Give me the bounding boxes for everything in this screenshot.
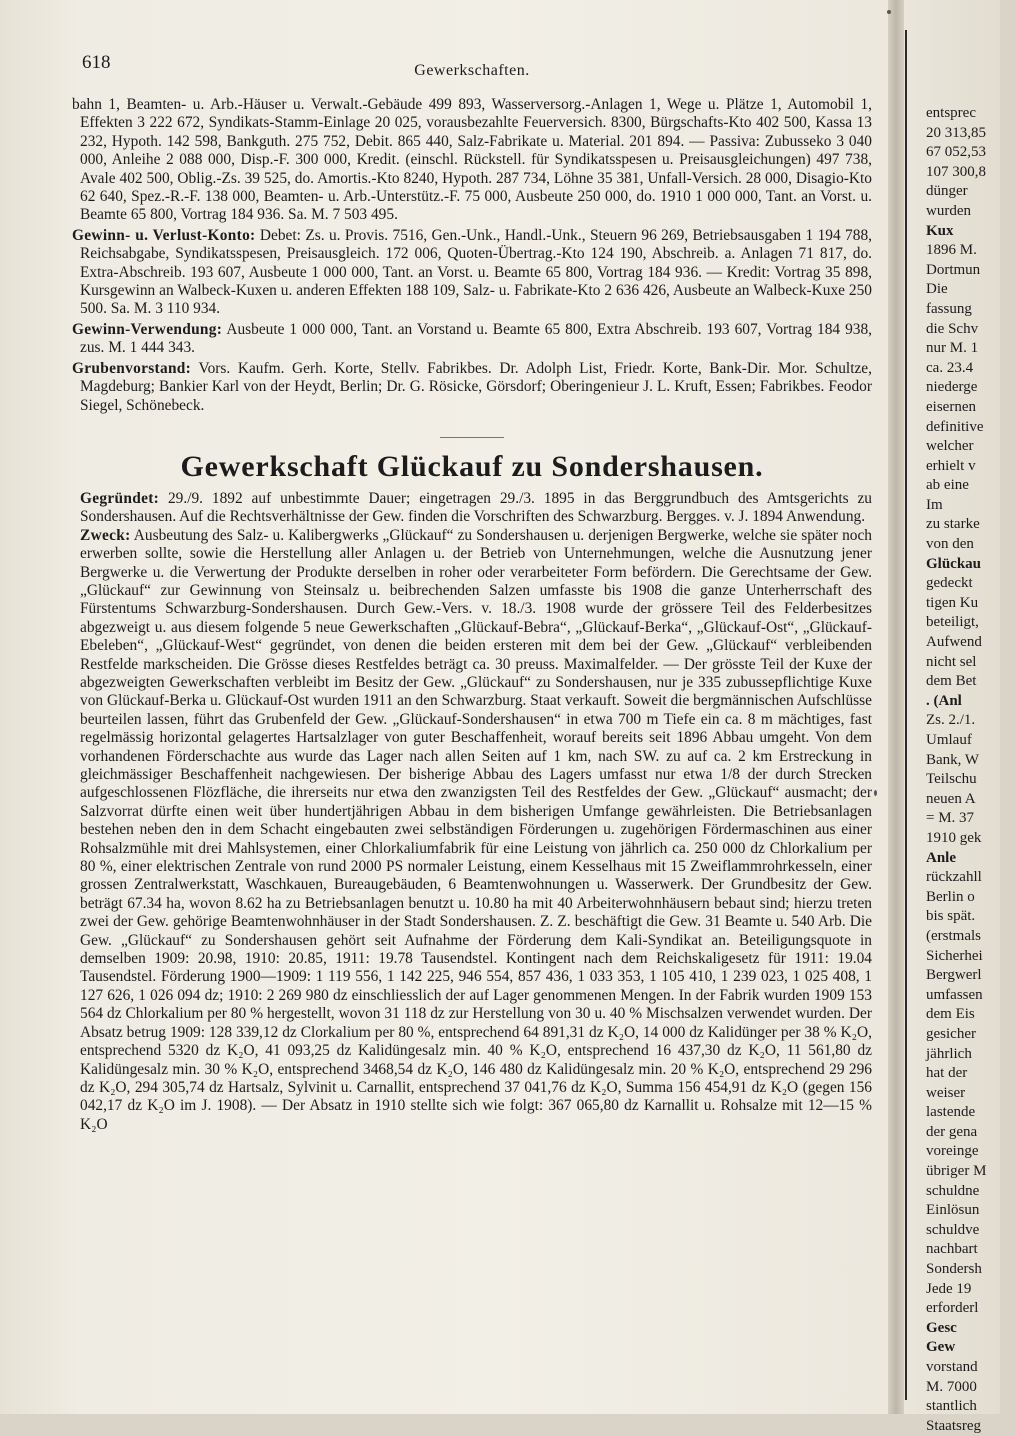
bilanz-continuation: bahn 1, Beamten- u. Arb.-Häuser u. Verwalt.-Gebäude 499 893, Wasserversorg.-Anlagen 1, Wege u. Plätze 1, Automobil 1, Effekten 3 222 672, Syndikats-Stamm-Einlage 20 025, vorausbezahlte Feuerversich. 8300, Bürgschafts-Kto 402 500, Kassa 13 232, Hypoth. 142 598, Bankguth. 275 752, Debit. 865 440, Salz-Fabrikate u. Material. 201 894. — Passiva: Zubusseko 3 040 000, Anleihe 2 088 000, Disp.-F. 300 000, Kredit. (einschl. Rückstell. für Syndikatsspesen u. Preisausgleichungen) 497 738, Avale 402 500, Oblig.-Zs. 39 525, do. Amortis.-Kto 8240, Hypoth. 287 734, Löhne 35 381, Unfall-Versich. 28 000, Disagio-Kto 62 640, Spez.-R.-F. 138 000, Beamten- u. Arb.-Unterstütz.-F. 75 000, Ausbeute 250 000, do. 1910 1 000 000, Tant. an Vorst. u. Beamte 65 800, Vortrag 184 936. Sa. M. 7 503 495. xyxy=(72,96,872,224)
adjacent-line: Gesc xyxy=(926,1319,957,1336)
page-header xyxy=(72,40,872,84)
adjacent-line: Sicherhei xyxy=(926,947,983,964)
gegruendet-text: 29./9. 1892 auf unbestimmte Dauer; eingetragen 29./3. 1895 in das Berggrundbuch des Amtsgerichts zu Sondershausen. Auf die Rechtsverhältnisse der Gew. finden die Vorschriften des Schwarzburg. Bergges. v. J. 1894 Anwendung. xyxy=(80,489,872,526)
adjacent-line: tigen Ku xyxy=(926,594,979,611)
adjacent-line: beteiligt, xyxy=(926,614,979,631)
adjacent-page-column xyxy=(926,104,1016,1436)
page-number: 618 xyxy=(82,52,111,73)
adjacent-line: nicht sel xyxy=(926,653,977,670)
adjacent-line: Anle xyxy=(926,849,956,866)
adjacent-line: rückzahll xyxy=(926,869,982,886)
guv-text: Debet: Zs. u. Provis. 7516, Gen.-Unk., Handl.-Unk., Steuern 96 269, Betriebsausgaben 1 194 788, Reichsabgabe, Syndikatsspesen, Preisausgleich. 172 006, Quoten-Übertrag.-Kto 124 190, Abschreib. a. Anlagen 71 817, do. Extra-Abschreib. 193 607, Ausbeute 1 000 000, Tant. an Vorst. u. Beamte 65 800, Vortrag 184 936. — Kredit: Vortrag 35 898, Kursgewinn an Walbeck-Kuxen u. anderen Effekten 188 109, Salz- u. Fabrikate-Kto 2 636 426, Ausbeute an Walbeck-Kuxe 250 500. Sa. M. 3 110 934. xyxy=(80,226,872,318)
adjacent-line: ca. 23.4 xyxy=(926,359,974,376)
adjacent-line: definitive xyxy=(926,418,984,435)
adjacent-line: Jede 19 xyxy=(926,1280,972,1297)
adjacent-line: der gena xyxy=(926,1123,978,1140)
adjacent-line: stantlich xyxy=(926,1398,977,1415)
adjacent-line: 1896 M. xyxy=(926,242,977,259)
adjacent-line: zu starke xyxy=(926,516,980,533)
entry-body xyxy=(72,490,872,1134)
adjacent-line: dem Bet xyxy=(926,673,977,690)
scan-speck xyxy=(887,10,891,14)
adjacent-line: niederge xyxy=(926,379,978,396)
verwendung-text: Ausbeute 1 000 000, Tant. an Vorstand u. Beamte 65 800, Extra Abschreib. 193 607, Vortrag 184 938, zus. M. 1 444 343. xyxy=(80,320,873,357)
adjacent-line: weiser xyxy=(926,1084,966,1101)
adjacent-line: vorstand xyxy=(926,1359,978,1375)
adjacent-line: entsprec xyxy=(926,105,976,121)
adjacent-line: übriger M xyxy=(926,1163,987,1180)
adjacent-line: Im xyxy=(926,496,943,513)
adjacent-line: hat der xyxy=(926,1065,968,1082)
adjacent-line: 107 300,8 xyxy=(926,163,986,180)
vorstand-label: Grubenvorstand: xyxy=(72,359,192,377)
adjacent-line: Gew xyxy=(926,1339,956,1356)
adjacent-line: Bergwerl xyxy=(926,967,982,984)
adjacent-line: von den xyxy=(926,536,974,553)
adjacent-line: Aufwend xyxy=(926,634,982,651)
adjacent-line: (erstmals xyxy=(926,927,981,944)
adjacent-line: gedeckt xyxy=(926,575,973,592)
verwendung-label: Gewinn-Verwendung: xyxy=(72,320,223,338)
adjacent-line: schuldne xyxy=(926,1182,980,1199)
adjacent-line: = M. 37 xyxy=(926,810,975,827)
vorstand-paragraph xyxy=(72,360,872,415)
adjacent-line: 20 313,85 xyxy=(926,124,986,141)
adjacent-line: die Schv xyxy=(926,320,979,337)
zweck-text: Ausbeutung des Salz- u. Kalibergwerks „Glückauf“ zu Sondershausen u. derjenigen Bergwerke, welche sie später noch erwerben sollte, sowie die Herstellung aller Anlagen u. der Betrieb von Unternehmungen, welche die Ausnutzung jener Bergwerke u. die Verwertung der Produkte derselben in roher oder verarbeiteter Form befördern. Die Gerechtsame der Gew. „Glückauf“ zur Gewinnung von Steinsalz u. beibrechenden Salzen umfasste bis 1908 die ganze Unterherrschaft des Fürstentums Schwarzburg-Sondershausen. Durch Gew.-Vers. v. 18./3. 1908 wurde der grössere Teil des Felderbesitzes abgezweigt u. aus diesem folgende 5 neue Gewerkschaften „Glückauf-Bebra“, „Glückauf-Berka“, „Glückauf-Ost“, „Glückauf-Ebeleben“, „Glückauf-West“ gegründet, von denen die beiden ersteren mit dem bei der Gew. „Glückauf“ verbleibenden Restfelde markscheiden. Die Grösse dieses Restfeldes beträgt ca. 30 preuss. Maximalfelder. — Der grösste Teil der Kuxe der abgezweigten Gewerkschaften verbleibt im Besitz der Gew. „Glückauf“ zu Sondershausen, nur je 335 zubussepflichtige Kuxe von Glückauf-Berka u. Glückauf-Ost wurden 1911 an den Schwarzburg. Staat verkauft. Soweit die bergmännischen Aufschlüsse beurteilen lassen, führt das Grubenfeld der Gew. „Glückauf-Sondershausen“ in etwa 700 m Tiefe ein ca. 8 m mächtiges, fast regelmässig horizontal gelagertes Hartsalzlager von guter Beschaffenheit, worauf bereits seit 1896 Abbau umgeht. Von dem vorhandenen Förderschachte aus wurde das Lager nach allen Seiten auf 1 km, nach SW. zu auf ca. 2 km Erstreckung in gleichmässiger Beschaffenheit nachgewiesen. Der bisherige Abbau des Lagers umfasst nur etwa 1/8 der durch Strecken aufgeschlossenen Flözfläche, die ihrerseits nur etwa den zwanzigsten Teil des Restfeldes der Gew. „Glückauf“ ausmacht; der Salzvorrat dürfte einen weit über hundertjährigen Abbau in dem bisherigen Umfange gewährleisten. Die Betriebsanlagen bestehen neben den in dem Schacht eingebauten zwei selbständigen Förderungen u. zugehörigen Fördermaschinen aus einer Rohsalzmühle mit drei Mahlsystemen, einer Chlorkaliumfabrik für eine Leistung von jährlich ca. 250 000 dz Chlorkalium per 80 %, einer elektrischen Zentrale von rund 2000 PS normaler Leistung, einem Kesselhaus mit 15 Zweiflammrohrkesseln, einer grossen Zentralwerkstatt, Waschkauen, Bureaugebäuden, 6 Beamtenwohnungen u. Wasserwerk. Der Grundbesitz der Gew. beträgt 67.34 ha, wovon 8.62 ha zu Betriebsanlagen benutzt u. 10.80 ha mit 40 Arbeiterwohnhäusern bebaut sind; hierzu treten zwei der Gew. gehörige Beamtenwohnhäuser in der Stadt Sondershausen. Z. Z. beschäftigt die Gew. 31 Beamte u. 540 Arb. Die Gew. „Glückauf“ zu Sondershausen gehört seit Aufnahme der Förderung dem Kali-Syndikat an. Beteiligungsquote in demselben 1909: 20.98, 1910: 20.85, 1911: 19.78 Tausendstel. Kontingent nach dem Reichskaligesetz für 1911: 19.04 Tausendstel. Förderung 1900—1909: 1 119 556, 1 142 225, 946 554, 857 436, 1 033 353, 1 105 410, 1 239 023, 1 025 408, 1 127 626, 1 026 094 dz; 1910: 2 269 980 dz einschliesslich der auf Lager genommenen Mengen. In der Fabrik wurden 1909 153 564 dz Chlorkalium per 80 % hergestellt, wovon 31 118 dz zur Herstellung von 30 u. 40 % Mischsalzen verwendet wurden. Der Absatz betrug 1909: 128 339,12 dz Clorkalium per 80 %, entsprechend 64 891,31 dz K₂O, 14 000 dz Kalidünger per 38 % K₂O, entsprechend 5320 dz K₂O, 41 093,25 dz Kalidüngesalz min. 40 % K₂O, entsprechend 16 437,30 dz K₂O, 11 561,80 dz Kalidüngesalz min. 30 % K₂O, entsprechend 3468,54 dz K₂O, 146 480 dz Kalidüngesalz min. 20 % K₂O, entsprechend 29 296 dz K₂O, 294 305,74 dz Hartsalz, Sylvinit u. Carnallit, entsprechend 37 041,76 dz K₂O, Summa 156 454,91 dz K₂O (gegen 156 042,17 dz K₂O im J. 1908). — Der Absatz in 1910 stellte sich wie folgt: 367 065,80 dz Karnallit u. Rohsalze mit 12—15 % K₂O xyxy=(80,526,872,1133)
adjacent-line: jährlich xyxy=(926,1045,972,1062)
adjacent-line: dünger xyxy=(926,183,968,200)
guv-label: Gewinn- u. Verlust-Konto: xyxy=(72,226,256,244)
zweck-label: Zweck: xyxy=(80,526,131,544)
column-divider xyxy=(905,30,907,1400)
adjacent-line: wurden xyxy=(926,202,971,219)
adjacent-line: erforderl xyxy=(926,1300,979,1317)
adjacent-line: M. 7000 xyxy=(926,1378,977,1395)
adjacent-line: ab eine xyxy=(926,477,969,494)
adjacent-line: . (Anl xyxy=(926,692,962,709)
scan-speck xyxy=(874,790,877,796)
adjacent-line: Bank, W xyxy=(926,751,980,768)
adjacent-line: Dortmun xyxy=(926,261,981,278)
adjacent-line: fassung xyxy=(926,300,972,317)
adjacent-line: erhielt v xyxy=(926,457,976,474)
verwendung-paragraph xyxy=(72,321,872,358)
adjacent-line: Glückau xyxy=(926,555,982,572)
adjacent-line: Umlauf xyxy=(926,732,972,748)
guv-paragraph xyxy=(72,227,872,319)
adjacent-line: 1910 gek xyxy=(926,829,982,846)
adjacent-line: Einlösun xyxy=(926,1202,980,1219)
main-column xyxy=(72,40,872,1134)
adjacent-line: gesicher xyxy=(926,1025,976,1042)
vorstand-text: Vors. Kaufm. Gerh. Korte, Stellv. Fabrikbes. Dr. Adolph List, Friedr. Korte, Bank-Dir. Mor. Schultze, Magdeburg; Bankier Karl von der Heydt, Berlin; Dr. G. Rösicke, Görsdorf; Oberingenieur J. L. Kruft, Essen; Fabrikbes. Feodor Siegel, Schönebeck. xyxy=(80,359,872,414)
adjacent-line: Staatsreg xyxy=(926,1417,981,1434)
entry-title: Gewerkschaft Glückauf zu Sondershausen. xyxy=(180,449,764,483)
adjacent-line: nur M. 1 xyxy=(926,340,979,357)
adjacent-line: neuen A xyxy=(926,790,976,807)
previous-entry xyxy=(72,96,872,415)
adjacent-line: welcher xyxy=(926,438,974,455)
adjacent-line: Berlin o xyxy=(926,888,975,905)
gegruendet-paragraph xyxy=(72,490,872,527)
adjacent-line: Kux xyxy=(926,222,954,239)
adjacent-line: eisernen xyxy=(926,398,976,415)
adjacent-line: schuldve xyxy=(926,1221,980,1238)
section-separator xyxy=(440,437,504,438)
gegruendet-label: Gegründet: xyxy=(80,489,160,507)
adjacent-line: nachbart xyxy=(926,1241,978,1258)
adjacent-line: voreinge xyxy=(926,1143,979,1160)
adjacent-line: bis spät. xyxy=(926,908,976,925)
zweck-paragraph xyxy=(72,527,872,1134)
adjacent-line: Zs. 2./1. xyxy=(926,712,976,729)
adjacent-line: Teilschu xyxy=(926,771,977,788)
running-head: Gewerkschaften. xyxy=(414,62,530,79)
adjacent-line: lastende xyxy=(926,1104,976,1121)
adjacent-line: 67 052,53 xyxy=(926,144,986,161)
book-gutter xyxy=(888,0,904,1414)
adjacent-line: umfassen xyxy=(926,986,983,1003)
adjacent-line: dem Eis xyxy=(926,1006,975,1023)
adjacent-line: Sondersh xyxy=(926,1261,982,1278)
adjacent-line: Die xyxy=(926,281,948,298)
